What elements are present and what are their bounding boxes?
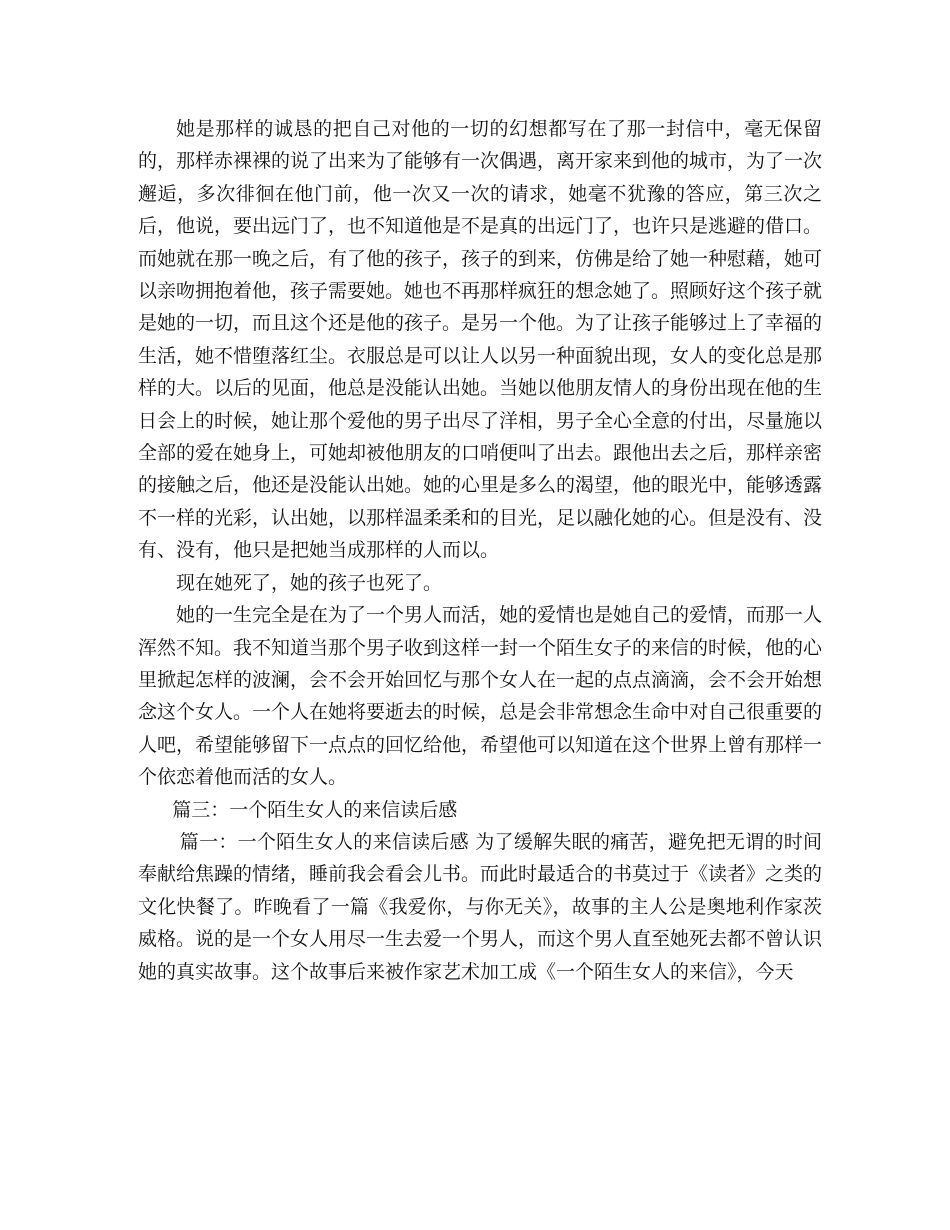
paragraph-death: 现在她死了，她的孩子也死了。 [176, 571, 443, 594]
paragraph-review-intro: 篇一：一个陌生女人的来信读后感 为了缓解失眠的痛苦，避免把无谓的时间奉献给焦躁的情绪，睡前我会看会儿书。而此时最适合的书莫过于《读者》之类的文化快餐了。昨晚看了一篇《我爱你，与你无关》，故事的主人公是奥地利作家茨威格。说的是一个女人用尽一生去爱一个男人，而这个男人直至她死去都不曾认识她的真实故事。这个故事后来被作家艺术加工成《一个陌生女人的来信》，今天 [138, 830, 823, 983]
section-heading: 篇三：一个陌生女人的来信读后感 [172, 798, 458, 821]
paragraph-letter-content: 她是那样的诚恳的把自己对他的一切的幻想都写在了那一封信中，毫无保留的，那样赤裸裸的说了出来为了能够有一次偶遇，离开家来到他的城市，为了一次邂逅，多次徘徊在他门前，他一次又一次的请求，她毫不犹豫的答应，第三次之后，他说，要出远门了，也不知道他是不是真的出远门了，也许只是逃避的借口。而她就在那一晚之后，有了他的孩子，孩子的到来，仿佛是给了她一种慰藉，她可以亲吻拥抱着他，孩子需要她。她也不再那样疯狂的想念她了。照顾好这个孩子就是她的一切，而且这个还是他的孩子。是另一个他。为了让孩子能够过上了幸福的生活，她不惜堕落红尘。衣服总是可以让人以另一种面貌出现，女人的变化总是那样的大。以后的见面，他总是没能认出她。当她以他朋友情人的身份出现在他的生日会上的时候，她让那个爱他的男子出尽了洋相，男子全心全意的付出，尽量施以全部的爱在她身上，可她却被他朋友的口哨便叫了出去。跟他出去之后，那样亲密的接触之后，他还是没能认出她。她的心里是多么的渴望，他的眼光中，能够透露不一样的光彩，认出她，以那样温柔柔和的目光，足以融化她的心。但是没有、没有、没有，他只是把她当成那样的人而以。 [138, 118, 823, 562]
paragraph-her-life: 她的一生完全是在为了一个男人而活，她的爱情也是她自己的爱情，而那一人浑然不知。我不知道当那个男子收到这样一封一个陌生女子的来信的时候，他的心里掀起怎样的波澜，会不会开始回忆与那个女人在一起的点点滴滴，会不会开始想念这个女人。一个人在她将要逝去的时候，总是会非常想念生命中对自己很重要的人吧，希望能够留下一点点的回忆给他，希望他可以知道在这个世界上曾有那样一个依恋着他而活的女人。 [138, 604, 823, 789]
document-body [138, 113, 822, 988]
